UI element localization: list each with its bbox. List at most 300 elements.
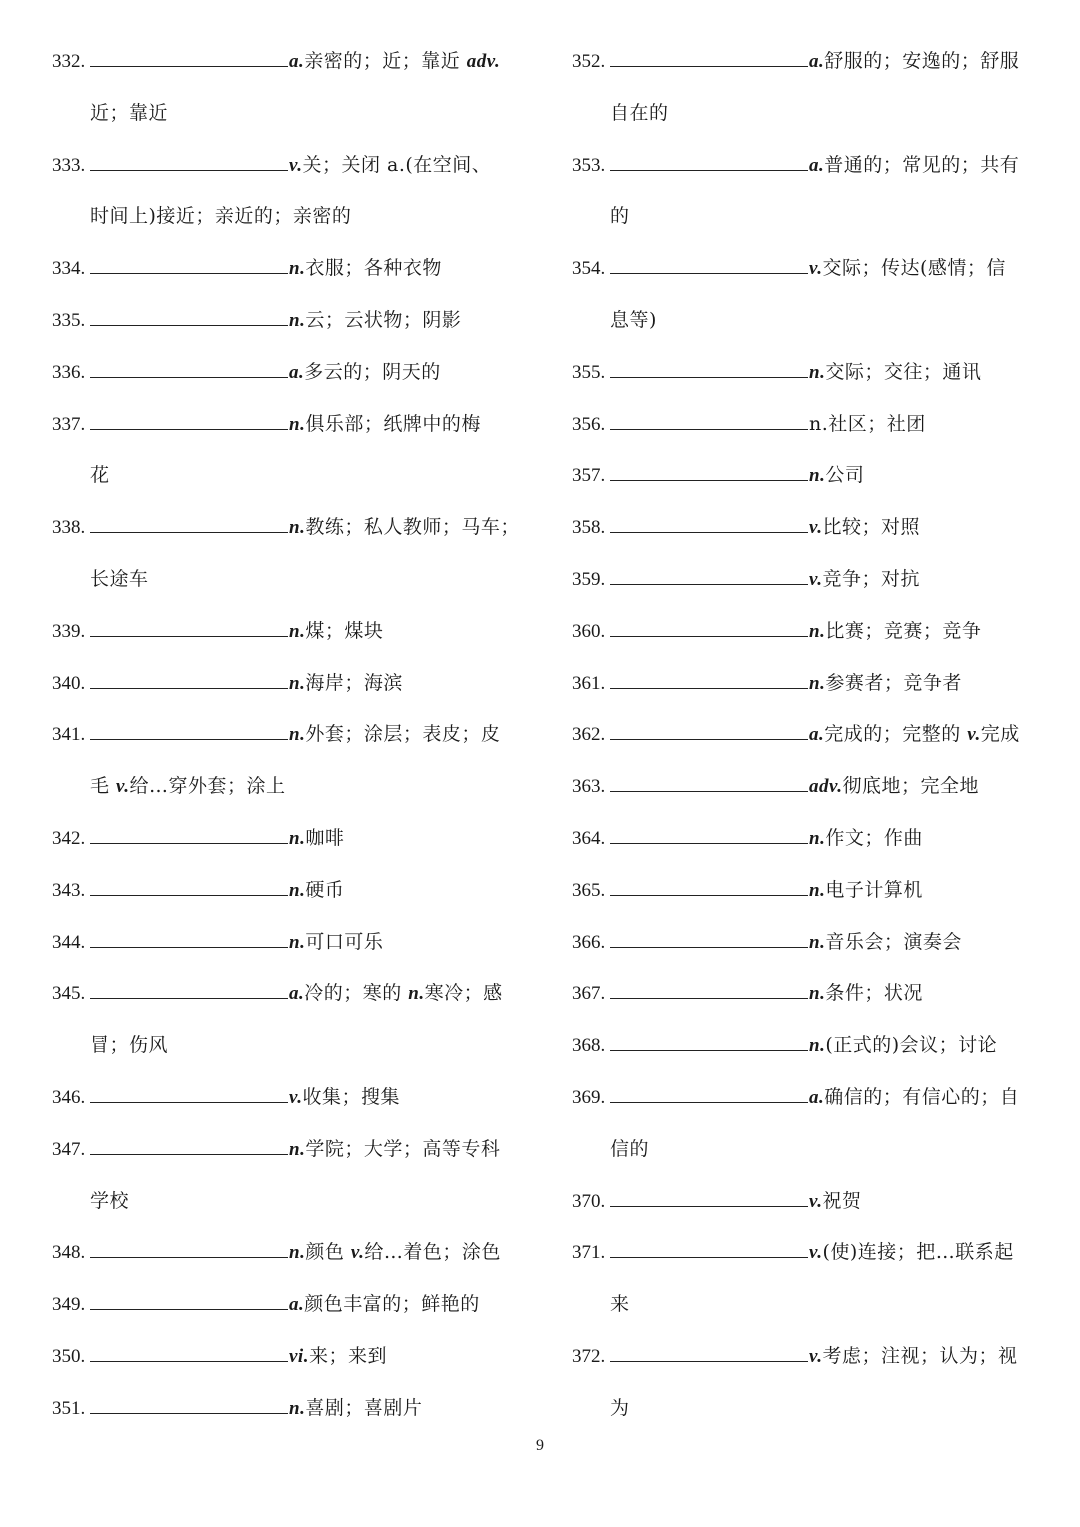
definition-text: 自在的 <box>610 101 669 124</box>
entry-number: 361. <box>572 672 606 694</box>
vocab-entry <box>52 347 522 399</box>
answer-blank[interactable] <box>90 514 288 533</box>
answer-blank[interactable] <box>610 929 808 948</box>
definition <box>289 243 442 295</box>
entry-number: 358. <box>572 517 606 539</box>
definition-text: 寒冷；感 <box>424 982 503 1005</box>
entry-number: 357. <box>572 465 606 487</box>
answer-blank[interactable] <box>610 825 808 844</box>
definition <box>289 399 481 451</box>
definition <box>809 658 962 710</box>
vocab-entry <box>52 658 522 710</box>
definition-text: 公司 <box>825 464 865 487</box>
vocab-entry <box>572 1227 1042 1331</box>
vocab-entry-line <box>572 1176 1042 1228</box>
definition-text: 学校 <box>90 1189 130 1212</box>
definition-text: 竞争；对抗 <box>822 567 920 590</box>
definition-text: 舒服的；安逸的；舒服 <box>824 50 1020 72</box>
definition <box>809 1020 997 1072</box>
definition-continuation <box>52 1176 522 1228</box>
answer-blank[interactable] <box>90 411 288 430</box>
answer-blank[interactable] <box>610 670 808 689</box>
answer-blank[interactable] <box>90 255 288 274</box>
vocab-entry-line <box>52 658 522 710</box>
definition-text: 收集；搜集 <box>302 1085 400 1108</box>
answer-blank[interactable] <box>90 721 288 740</box>
definition <box>809 917 962 969</box>
vocab-entry <box>52 1331 522 1383</box>
vocab-entry <box>52 36 522 140</box>
definition-text: 衣服；各种衣物 <box>305 257 442 280</box>
part-of-speech: n. <box>289 309 306 331</box>
vocab-entry-line <box>572 606 1042 658</box>
vocab-entry <box>52 1072 522 1124</box>
part-of-speech: v. <box>809 1190 823 1212</box>
definition-text: 毛 <box>90 775 117 798</box>
part-of-speech: a. <box>289 51 305 72</box>
part-of-speech: n. <box>289 931 306 953</box>
part-of-speech: n. <box>289 1397 306 1419</box>
part-of-speech: n. <box>408 983 425 1005</box>
vocab-entry <box>572 968 1042 1020</box>
definition-text: 给…着色；涂色 <box>364 1241 501 1264</box>
part-of-speech: a. <box>289 983 305 1005</box>
definition <box>289 1227 501 1279</box>
vocab-entry <box>52 865 522 917</box>
part-of-speech: n. <box>809 465 826 487</box>
definition <box>809 1176 862 1228</box>
answer-blank[interactable] <box>610 48 808 67</box>
definition-text: 作文；作曲 <box>825 826 923 849</box>
vocab-entry-line <box>572 243 1042 295</box>
vocab-entry-line <box>52 1124 522 1176</box>
vocab-entry-line <box>572 709 1042 761</box>
answer-blank[interactable] <box>610 618 808 637</box>
definition-text: 颜色 <box>305 1241 351 1264</box>
definition <box>289 606 383 658</box>
definition <box>289 917 383 969</box>
definition <box>809 865 923 917</box>
entry-number: 359. <box>572 568 606 590</box>
definition-continuation <box>572 88 1042 140</box>
definition-text: 海岸；海滨 <box>305 671 403 694</box>
entry-number: 342. <box>52 827 86 849</box>
definition-text: 来 <box>610 1293 630 1316</box>
definition-text: 俱乐部；纸牌中的梅 <box>305 412 481 435</box>
definition <box>809 1072 1019 1124</box>
definition <box>809 1227 1014 1279</box>
definition-text: 关；关闭 a.(在空间、 <box>302 153 492 176</box>
definition <box>809 1331 1018 1383</box>
answer-blank[interactable] <box>90 152 288 171</box>
vocab-entry-line <box>52 606 522 658</box>
part-of-speech: n. <box>289 1138 306 1160</box>
definition-text: 亲密的；近；靠近 <box>304 50 467 72</box>
entry-number: 343. <box>52 879 86 901</box>
definition <box>289 347 441 399</box>
entry-number: 337. <box>52 413 86 435</box>
definition-text: 多云的；阴天的 <box>304 360 441 383</box>
vocab-entry <box>572 347 1042 399</box>
definition <box>809 140 1019 192</box>
part-of-speech: a. <box>289 361 305 383</box>
definition-continuation <box>52 761 522 813</box>
part-of-speech: a. <box>289 1294 305 1316</box>
definition <box>289 502 520 554</box>
vocab-entry <box>572 865 1042 917</box>
part-of-speech: v. <box>289 1086 303 1108</box>
entry-number: 368. <box>572 1035 606 1057</box>
answer-blank[interactable] <box>90 1136 288 1155</box>
vocab-entry <box>52 1124 522 1228</box>
entry-number: 341. <box>52 724 86 746</box>
part-of-speech: n. <box>289 517 306 539</box>
vocab-entry-line <box>572 1331 1042 1383</box>
entry-number: 335. <box>52 309 86 331</box>
definition <box>809 813 923 865</box>
definition-continuation <box>52 450 522 502</box>
definition-text: 考虑；注视；认为；视 <box>822 1344 1018 1367</box>
definition-text: 电子计算机 <box>825 878 923 901</box>
part-of-speech: n. <box>289 724 306 746</box>
answer-blank[interactable] <box>610 462 808 481</box>
part-of-speech: v. <box>350 1242 365 1264</box>
part-of-speech: n. <box>809 672 826 694</box>
answer-blank[interactable] <box>90 1291 288 1310</box>
answer-blank[interactable] <box>610 1032 808 1051</box>
vocab-entry <box>572 709 1042 761</box>
vocab-entry-line <box>52 1383 522 1435</box>
definition-text: 交际；传达(感情；信 <box>822 257 1006 280</box>
answer-blank[interactable] <box>610 255 808 274</box>
answer-blank[interactable] <box>90 618 288 637</box>
answer-blank[interactable] <box>90 929 288 948</box>
vocab-entry-line <box>52 968 522 1020</box>
definition-text: 冒；伤风 <box>90 1034 169 1057</box>
definition <box>809 709 1020 761</box>
entry-number: 348. <box>52 1242 86 1264</box>
vocab-entry <box>52 295 522 347</box>
part-of-speech: n. <box>809 931 826 953</box>
vocab-entry-line <box>52 502 522 554</box>
definition-continuation <box>572 295 1042 347</box>
definition-text: 煤；煤块 <box>305 619 384 642</box>
part-of-speech: adv. <box>809 776 843 798</box>
definition <box>289 813 344 865</box>
answer-blank[interactable] <box>610 1239 808 1258</box>
answer-blank[interactable] <box>90 48 288 67</box>
definition-text: 花 <box>90 464 110 487</box>
definition <box>809 968 923 1020</box>
vocab-entry-line <box>572 1020 1042 1072</box>
vocab-entry <box>52 1227 522 1279</box>
vocab-entry-line <box>52 865 522 917</box>
vocab-entry <box>572 1072 1042 1176</box>
part-of-speech: n. <box>289 413 306 435</box>
definition <box>809 36 1019 88</box>
vocab-entry-line <box>52 347 522 399</box>
vocab-entry-line <box>572 399 1042 451</box>
part-of-speech: a. <box>809 51 825 72</box>
answer-blank[interactable] <box>90 877 288 896</box>
answer-blank[interactable] <box>610 1188 808 1207</box>
vocab-entry-line <box>52 140 522 192</box>
definition-text: 咖啡 <box>305 826 345 849</box>
entry-number: 333. <box>52 154 86 176</box>
part-of-speech: n. <box>809 827 826 849</box>
answer-blank[interactable] <box>90 1395 288 1414</box>
vocab-entry-line <box>572 865 1042 917</box>
definition-text: 确信的；有信心的；自 <box>824 1085 1020 1108</box>
definition <box>809 761 979 813</box>
definition <box>809 502 920 554</box>
definition <box>809 347 981 399</box>
part-of-speech: n. <box>809 1035 826 1057</box>
definition-text: 完成的；完整的 <box>824 723 968 746</box>
entry-number: 350. <box>52 1345 86 1367</box>
definition <box>289 1383 422 1435</box>
answer-blank[interactable] <box>90 825 288 844</box>
vocab-entry-line <box>572 968 1042 1020</box>
part-of-speech: v. <box>809 517 823 539</box>
answer-blank[interactable] <box>610 980 808 999</box>
part-of-speech: vi. <box>289 1345 309 1367</box>
part-of-speech: a. <box>809 154 825 176</box>
definition-text: 硬币 <box>305 878 345 901</box>
entry-number: 340. <box>52 672 86 694</box>
entry-number: 364. <box>572 827 606 849</box>
right-column <box>572 36 1042 1435</box>
vocab-entry-line <box>52 1331 522 1383</box>
definition-text: 息等) <box>610 308 657 331</box>
vocab-entry-line <box>52 1072 522 1124</box>
entry-number: 344. <box>52 931 86 953</box>
vocab-entry <box>572 36 1042 140</box>
definition-text: 彻底地；完全地 <box>842 775 979 798</box>
definition <box>289 1331 387 1383</box>
definition-continuation <box>572 191 1042 243</box>
vocab-entry-line <box>572 347 1042 399</box>
vocab-entry <box>52 140 522 244</box>
vocab-entry <box>52 399 522 503</box>
answer-blank[interactable] <box>610 877 808 896</box>
definition-text: 长途车 <box>90 567 149 590</box>
entry-number: 354. <box>572 258 606 280</box>
entry-number: 352. <box>572 51 606 72</box>
definition <box>809 554 920 606</box>
definition-text: 学院；大学；高等专科 <box>305 1137 501 1160</box>
part-of-speech: n. <box>809 361 826 383</box>
entry-number: 363. <box>572 776 606 798</box>
definition-text: 条件；状况 <box>825 982 923 1005</box>
definition-text: 为 <box>610 1396 630 1419</box>
vocab-entry-line <box>52 1279 522 1331</box>
answer-blank[interactable] <box>610 1343 808 1362</box>
definition-text: 冷的；寒的 <box>304 982 409 1005</box>
vocab-entry <box>52 502 522 606</box>
part-of-speech: n. <box>289 827 306 849</box>
definition-text: n.社区；社团 <box>809 412 926 435</box>
vocab-entry <box>52 917 522 969</box>
entry-number: 372. <box>572 1345 606 1367</box>
definition <box>289 968 503 1020</box>
vocab-entry <box>52 1279 522 1331</box>
page-number: 9 <box>536 1437 544 1454</box>
part-of-speech: v. <box>809 568 823 590</box>
part-of-speech: v. <box>289 154 303 176</box>
definition-text: 祝贺 <box>822 1189 862 1212</box>
vocab-entry-line <box>572 1072 1042 1124</box>
definition-text: 颜色丰富的；鲜艳的 <box>304 1293 480 1316</box>
definition <box>809 399 926 451</box>
vocab-entry-line <box>52 1227 522 1279</box>
part-of-speech: v. <box>809 1242 823 1264</box>
entry-number: 338. <box>52 517 86 539</box>
vocab-entry <box>52 709 522 813</box>
vocab-entry <box>572 1176 1042 1228</box>
vocab-entry-line <box>52 243 522 295</box>
answer-blank[interactable] <box>90 359 288 378</box>
answer-blank[interactable] <box>610 514 808 533</box>
entry-number: 362. <box>572 724 606 746</box>
entry-number: 351. <box>52 1397 86 1419</box>
answer-blank[interactable] <box>610 721 808 740</box>
definition-text: 比较；对照 <box>822 516 920 539</box>
vocab-entry <box>572 140 1042 244</box>
definition-text: 教练；私人教师；马车； <box>305 516 520 539</box>
definition-text: (正式的)会议；讨论 <box>825 1034 998 1057</box>
answer-blank[interactable] <box>610 411 808 430</box>
entry-number: 346. <box>52 1086 86 1108</box>
part-of-speech: n. <box>809 983 826 1005</box>
vocab-entry-line <box>572 140 1042 192</box>
part-of-speech: n. <box>289 620 306 642</box>
entry-number: 345. <box>52 983 86 1005</box>
entry-number: 356. <box>572 413 606 435</box>
entry-number: 336. <box>52 361 86 383</box>
entry-number: 355. <box>572 361 606 383</box>
definition-continuation <box>52 1020 522 1072</box>
answer-blank[interactable] <box>90 980 288 999</box>
definition-text: 的 <box>610 205 630 228</box>
entry-number: 369. <box>572 1086 606 1108</box>
vocab-entry-line <box>572 813 1042 865</box>
part-of-speech: n. <box>289 879 306 901</box>
definition-text: 完成 <box>980 723 1020 746</box>
answer-blank[interactable] <box>90 670 288 689</box>
vocab-entry <box>572 761 1042 813</box>
definition-text: 给…穿外套；涂上 <box>129 775 286 798</box>
answer-blank[interactable] <box>90 1343 288 1362</box>
vocab-entry <box>572 606 1042 658</box>
part-of-speech: n. <box>289 672 306 694</box>
left-column <box>52 36 522 1435</box>
part-of-speech: v. <box>809 1345 823 1367</box>
vocab-entry <box>572 1331 1042 1435</box>
entry-number: 365. <box>572 879 606 901</box>
entry-number: 366. <box>572 931 606 953</box>
vocab-entry <box>52 243 522 295</box>
answer-blank[interactable] <box>610 359 808 378</box>
definition-continuation <box>52 191 522 243</box>
definition-continuation <box>52 88 522 140</box>
vocab-entry-line <box>572 761 1042 813</box>
definition-text: 音乐会；演奏会 <box>825 930 962 953</box>
vocab-entry <box>52 606 522 658</box>
vocab-entry-line <box>52 813 522 865</box>
definition-continuation <box>572 1383 1042 1435</box>
vocab-entry <box>572 813 1042 865</box>
entry-number: 332. <box>52 51 86 72</box>
vocab-entry <box>52 968 522 1072</box>
entry-number: 360. <box>572 620 606 642</box>
definition <box>289 295 461 347</box>
vocab-entry-line <box>572 554 1042 606</box>
definition-text: 信的 <box>610 1137 650 1160</box>
vocab-entry-line <box>52 917 522 969</box>
vocab-entry <box>572 243 1042 347</box>
definition-text: 外套；涂层；表皮；皮 <box>305 723 501 746</box>
vocab-entry <box>572 917 1042 969</box>
answer-blank[interactable] <box>90 1084 288 1103</box>
entry-number: 353. <box>572 154 606 176</box>
part-of-speech: n. <box>289 258 306 280</box>
entry-number: 370. <box>572 1190 606 1212</box>
answer-blank[interactable] <box>90 1239 288 1258</box>
vocab-entry <box>572 399 1042 451</box>
definition <box>809 450 864 502</box>
answer-blank[interactable] <box>610 773 808 792</box>
definition-text: 可口可乐 <box>305 930 384 953</box>
definition-text: 交际；交往；通讯 <box>825 360 982 383</box>
definition-text: 近；靠近 <box>90 101 169 124</box>
definition-text: 参赛者；竞争者 <box>825 671 962 694</box>
vocab-entry <box>572 1020 1042 1072</box>
part-of-speech: n. <box>809 620 826 642</box>
answer-blank[interactable] <box>610 566 808 585</box>
entry-number: 339. <box>52 620 86 642</box>
vocab-entry-line <box>52 399 522 451</box>
answer-blank[interactable] <box>90 307 288 326</box>
vocab-entry <box>572 658 1042 710</box>
vocab-entry <box>572 502 1042 554</box>
vocab-entry-line <box>52 295 522 347</box>
definition <box>289 709 500 761</box>
definition-text: 喜剧；喜剧片 <box>305 1396 423 1419</box>
definition-text: 比赛；竞赛；竞争 <box>825 619 982 642</box>
vocab-entry <box>52 813 522 865</box>
definition <box>289 658 403 710</box>
part-of-speech: a. <box>809 1086 825 1108</box>
answer-blank[interactable] <box>610 152 808 171</box>
part-of-speech: v. <box>116 776 130 798</box>
part-of-speech: n. <box>809 879 826 901</box>
definition-continuation <box>572 1124 1042 1176</box>
definition <box>289 140 491 192</box>
part-of-speech: n. <box>289 1242 306 1264</box>
definition-text: (使)连接；把…联系起 <box>822 1241 1014 1264</box>
definition <box>809 606 981 658</box>
answer-blank[interactable] <box>610 1084 808 1103</box>
entry-number: 334. <box>52 258 86 280</box>
definition-text: 云；云状物；阴影 <box>305 308 462 331</box>
definition-text: 时间上)接近；亲近的；亲密的 <box>90 205 352 228</box>
entry-number: 349. <box>52 1294 86 1316</box>
definition <box>289 1279 480 1331</box>
entry-number: 371. <box>572 1242 606 1264</box>
definition <box>809 243 1006 295</box>
vocab-entry-line <box>572 36 1042 88</box>
